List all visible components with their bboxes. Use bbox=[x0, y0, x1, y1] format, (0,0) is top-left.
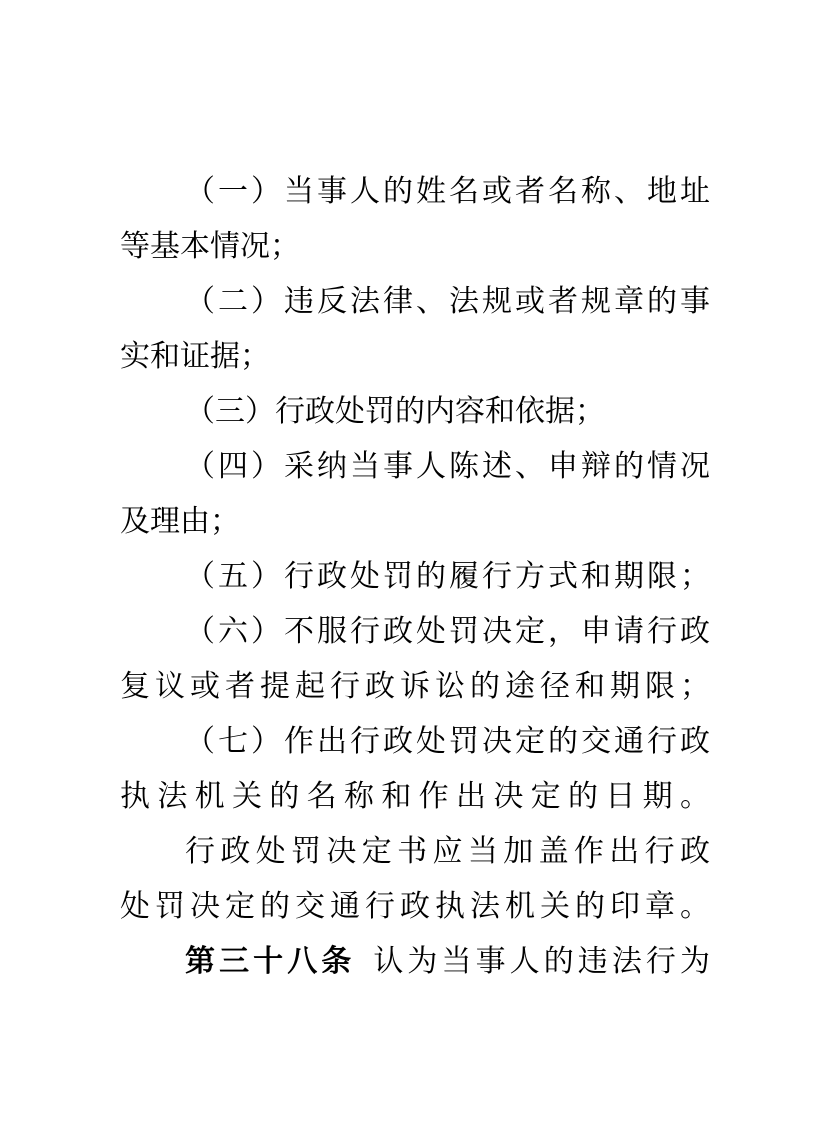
paragraph-line: （七）作出行政处罚决定的交通行政 bbox=[185, 724, 710, 759]
paragraph-line: （六）不服行政处罚决定，申请行政 bbox=[185, 614, 710, 649]
paragraph-line: 行政处罚决定书应当加盖作出行政 bbox=[185, 834, 710, 869]
paragraph-line: 等基本情况； bbox=[120, 229, 300, 264]
paragraph-line: （五）行政处罚的履行方式和期限； bbox=[185, 559, 710, 594]
paragraph-line: （一）当事人的姓名或者名称、地址 bbox=[185, 174, 710, 209]
article-text: 认为当事人的违法行为 bbox=[373, 944, 711, 979]
paragraph-line: 及理由； bbox=[120, 504, 240, 539]
paragraph-line: （三）行政处罚的内容和依据； bbox=[185, 394, 605, 429]
paragraph-line: （二）违反法律、法规或者规章的事 bbox=[185, 284, 710, 319]
paragraph-line: （四）采纳当事人陈述、申辩的情况 bbox=[185, 449, 710, 484]
article-heading: 第三十八条 bbox=[185, 944, 356, 979]
paragraph-line: 复议或者提起行政诉讼的途径和期限； bbox=[120, 669, 710, 704]
paragraph-line: 执法机关的名称和作出决定的日期。 bbox=[120, 779, 710, 814]
article-line bbox=[185, 942, 710, 982]
paragraph-line: 实和证据； bbox=[120, 339, 270, 374]
paragraph-line: 处罚决定的交通行政执法机关的印章。 bbox=[120, 889, 710, 924]
